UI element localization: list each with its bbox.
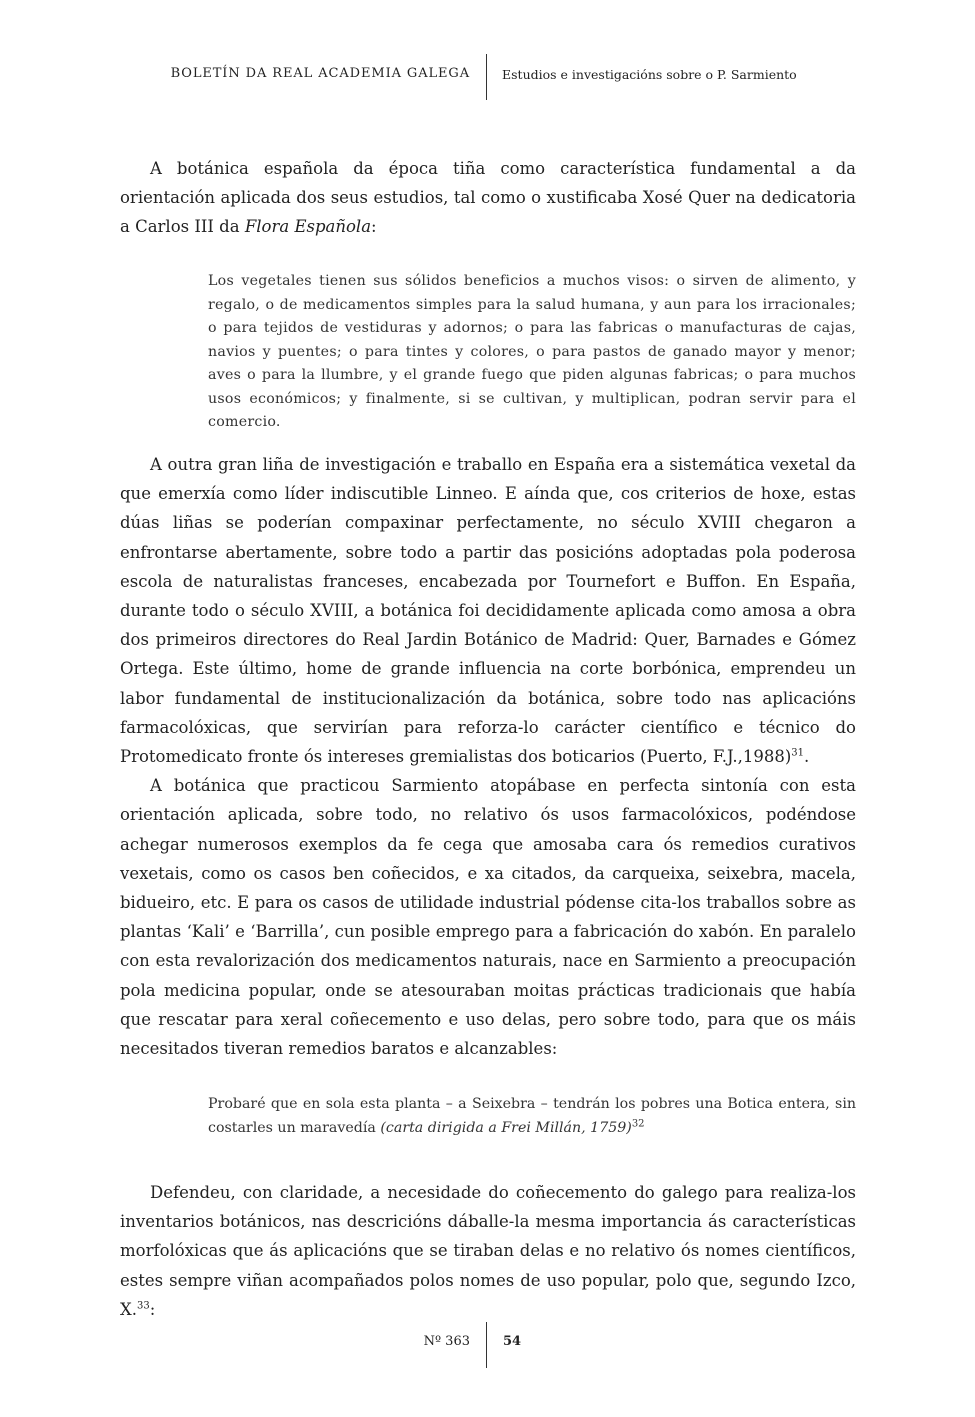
issue-number: Nº 363 bbox=[423, 1334, 470, 1349]
quote-citation: (carta dirigida a Frei Millán, 1759) bbox=[380, 1119, 632, 1136]
section-title: Estudios e investigacións sobre o P. Sarmiento bbox=[502, 67, 797, 82]
paragraph-1-text: A botánica española da época tiña como característica fundamental a da orientación aplicada dos seus estudios, tal como o xustificaba Xosé Quer na dedicatoria a Carlos III da bbox=[120, 159, 856, 237]
page-footer bbox=[0, 1322, 975, 1370]
page-header bbox=[0, 50, 975, 102]
quote-quer bbox=[208, 270, 856, 435]
journal-title: BOLETÍN DA REAL ACADEMIA GALEGA bbox=[170, 66, 470, 81]
quote-sarmiento bbox=[208, 1093, 856, 1140]
paragraph-2-text: A outra gran liña de investigación e traballo en España era a sistemática vexetal da que emerxía como líder indiscutible Linneo. E aínda que, cos criterios de hoxe, estas dúas liñas se poderían compaxinar perfectamente, no século XVIII chegaron a enfrontarse abertamente, sobre todo a partir das posicións adoptadas pola poderosa escola de naturalistas franceses, encabezada por Tournefort e Buffon. En España, durante todo o século XVIII, a botánica foi decididamente aplicada como amosa a obra dos primeiros directores do Real Jardin Botánico de Madrid: Quer, Barnades e Gómez Ortega. Este último, home de grande influencia na corte borbónica, emprendeu un labor fundamental de institucionalización da botánica, sobre todo nas aplicacións farmacolóxicas, que servirían para reforza-lo carácter científico e técnico do Protomedicato fronte ós intereses gremialistas dos boticarios (Puerto, F.J.,1988) bbox=[120, 455, 856, 767]
quote-quer-text: Los vegetales tienen sus sólidos beneficios a muchos visos: o sirven de alimento, y regalo, o de medicamentos simples para la salud humana, y aun para los irracionales; o para tejidos de vestiduras y adornos; o para las fabricas o manufacturas de cajas, navios y puentes; o para tintes y colores, o para pastos de ganado mayor y menor; aves o para la llumbre, y el grande fuego que piden algunas fabricas; o para muchos usos económicos; y finalmente, si se cultivan, y multiplican, podran servir para el comercio. bbox=[208, 273, 856, 430]
paragraph-4-text: Defendeu, con claridade, a necesidade do coñecemento do galego para realiza-los inventarios botánicos, nas descricións dáballe-la mesma importancia ás características morfolóxicas que ás aplicacións que se tiraban delas e no relativo ós nomes científicos, estes sempre viñan acompañados polos nomes de uso popular, polo que, segundo Izco, X. bbox=[120, 1183, 856, 1319]
footer-divider bbox=[486, 1322, 487, 1368]
paragraph-1-end: : bbox=[371, 217, 377, 237]
paragraph-2 bbox=[120, 450, 856, 771]
footnote-ref-32: 32 bbox=[631, 1117, 645, 1129]
paragraph-3-text: A botánica que practicou Sarmiento atopábase en perfecta sintonía con esta orientación aplicada, sobre todo, no relativo ós usos farmacolóxicos, podéndose achegar numerosos exemplos da fe cega que amosaba cara ós remedios curativos vexetais, como os casos ben coñecidos, e xa citados, da carqueixa, seixebra, macela, bidueiro, etc. E para os casos de utilidade industrial pódense cita-los traballos sobre as plantas ‘Kali’ e ‘Barrilla’, cun posible emprego para a fabricación do xabón. En paralelo con esta revalorización dos medicamentos naturais, nace en Sarmiento a preocupación pola medicina popular, onde se atesouraban moitas prácticas tradicionais que había que rescatar para xeral coñecemento e uso delas, pero sobre todo, para que os máis necesitados tiveran remedios baratos e alcanzables: bbox=[120, 776, 856, 1059]
paragraph-1 bbox=[120, 154, 856, 242]
paragraph-4-end: : bbox=[149, 1299, 156, 1319]
paragraph-4 bbox=[120, 1178, 856, 1324]
page-number: 54 bbox=[503, 1334, 522, 1349]
header-divider bbox=[486, 54, 487, 100]
flora-espanola-title: Flora Española bbox=[244, 217, 372, 237]
footnote-ref-31: 31 bbox=[791, 747, 805, 759]
quote-sarmiento-text: Probaré que en sola esta planta – a Seixebra – tendrán los pobres una Botica entera, sin costarles un maravedía bbox=[208, 1096, 856, 1136]
paragraphs-2-3 bbox=[120, 450, 856, 1063]
paragraph-3 bbox=[120, 771, 856, 1063]
paragraph-2-end: . bbox=[804, 747, 810, 767]
footnote-ref-33: 33 bbox=[137, 1300, 150, 1312]
